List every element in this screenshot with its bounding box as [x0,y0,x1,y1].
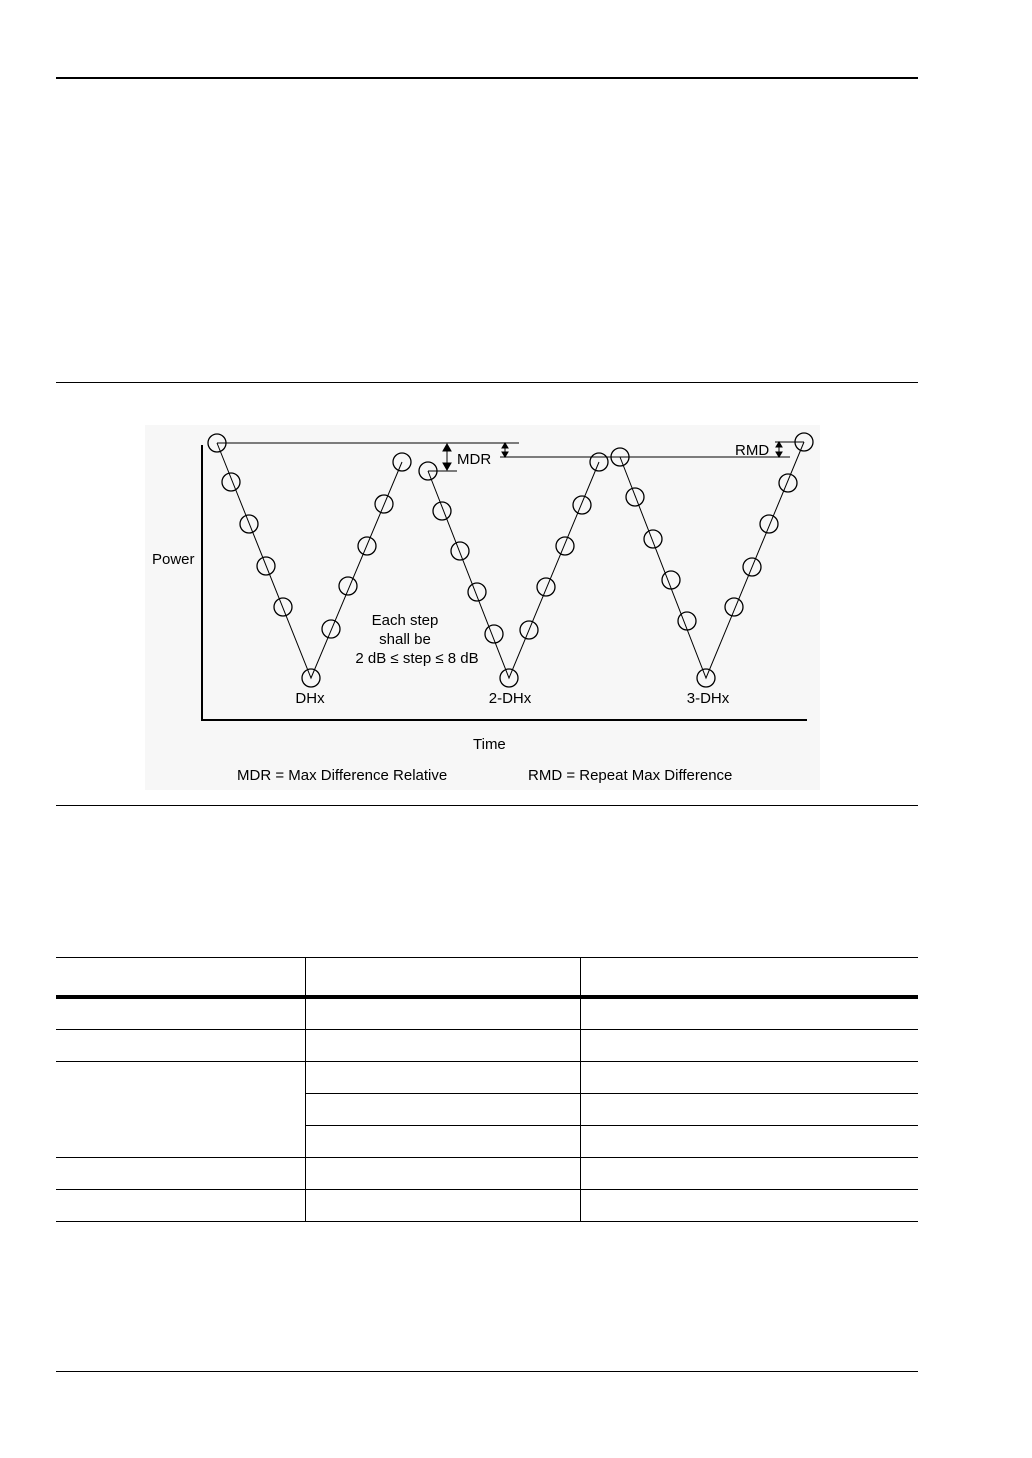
step-marker [433,502,451,520]
table-row-rule [306,1093,918,1094]
top-rule [56,77,918,79]
power-trace [217,442,804,678]
figure-top-rule [56,382,918,383]
power-step-diagram [145,425,820,790]
table-row-rule [56,1061,918,1062]
mdr-arrow [443,444,451,470]
table-row-rule [56,1157,918,1158]
mdr-rmd-arrow [502,443,508,457]
step-note-line-2: shall be [379,631,431,648]
step-marker [451,542,469,560]
table-header-rule [56,995,918,999]
minimum-label-2-dhx: 2-DHx [488,690,532,707]
bottom-rule [56,1371,918,1372]
minimum-label-dhx: DHx [295,690,325,707]
step-marker [760,515,778,533]
mdr-label: MDR [457,451,492,468]
figure-bottom-rule [56,805,918,806]
step-marker [662,571,680,589]
step-marker [222,473,240,491]
minimum-label-3-dhx: 3-DHx [686,690,730,707]
table-column-divider [580,957,581,1222]
table-row-rule [56,1189,918,1190]
table-column-divider [305,957,306,1222]
power-step-figure [145,425,820,790]
table-bottom-rule [56,1221,918,1222]
step-marker [468,583,486,601]
table-top-rule [56,957,918,958]
x-axis-label: Time [473,736,506,753]
table-row-rule [56,1029,918,1030]
step-marker [573,496,591,514]
y-axis-label: Power [152,551,195,568]
legend-rmd: RMD = Repeat Max Difference [528,767,733,784]
step-note-line-1: Each step [371,612,439,629]
legend-mdr: MDR = Max Difference Relative [237,767,448,784]
reference-lines [217,442,804,471]
table-row-rule [306,1125,918,1126]
step-note-line-3: 2 dB ≤ step ≤ 8 dB [355,650,479,667]
step-marker [556,537,574,555]
step-marker [626,488,644,506]
step-marker [678,612,696,630]
step-marker [339,577,357,595]
rmd-label: RMD [735,442,770,459]
step-marker [644,530,662,548]
step-marker [725,598,743,616]
step-marker [322,620,340,638]
step-marker [537,578,555,596]
rmd-arrow [776,442,782,457]
step-marker [779,474,797,492]
step-markers [208,433,813,687]
